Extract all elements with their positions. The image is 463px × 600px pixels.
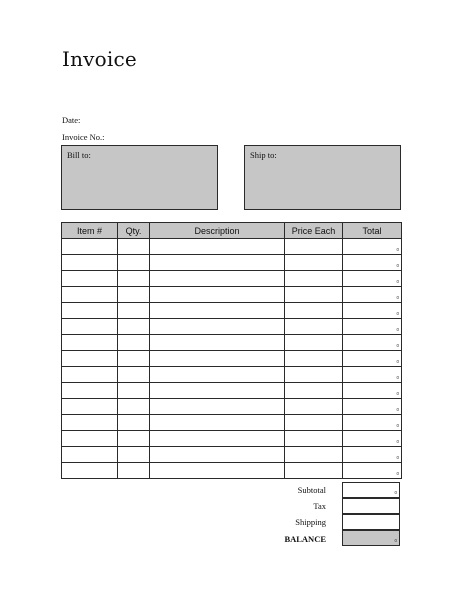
- price-each-cell[interactable]: [285, 303, 343, 319]
- table-row: [62, 319, 402, 335]
- items-table: [61, 222, 402, 479]
- item-number-cell[interactable]: [62, 447, 118, 463]
- price-each-cell[interactable]: [285, 319, 343, 335]
- table-row: [62, 399, 402, 415]
- table-row: [62, 239, 402, 255]
- quantity-cell[interactable]: [118, 335, 150, 351]
- item-number-cell[interactable]: [62, 319, 118, 335]
- item-number-cell[interactable]: [62, 415, 118, 431]
- table-row: [62, 335, 402, 351]
- price-each-cell[interactable]: [285, 415, 343, 431]
- item-number-cell[interactable]: [62, 463, 118, 479]
- description-cell[interactable]: [150, 447, 285, 463]
- total-cell[interactable]: 0: [343, 319, 402, 335]
- description-cell[interactable]: [150, 383, 285, 399]
- ship-to-box[interactable]: [244, 145, 401, 210]
- table-row: [62, 383, 402, 399]
- header-item-number: Item #: [62, 223, 118, 239]
- description-cell[interactable]: [150, 271, 285, 287]
- total-cell[interactable]: 0: [343, 335, 402, 351]
- quantity-cell[interactable]: [118, 463, 150, 479]
- item-number-cell[interactable]: [62, 255, 118, 271]
- item-number-cell[interactable]: [62, 399, 118, 415]
- balance-value[interactable]: 0: [342, 530, 400, 546]
- quantity-cell[interactable]: [118, 447, 150, 463]
- item-number-cell[interactable]: [62, 383, 118, 399]
- price-each-cell[interactable]: [285, 255, 343, 271]
- price-each-cell[interactable]: [285, 239, 343, 255]
- quantity-cell[interactable]: [118, 383, 150, 399]
- ship-to-label: Ship to:: [250, 150, 277, 160]
- description-cell[interactable]: [150, 287, 285, 303]
- total-cell[interactable]: 0: [343, 271, 402, 287]
- balance-label: BALANCE: [284, 534, 326, 544]
- price-each-cell[interactable]: [285, 367, 343, 383]
- subtotal-value[interactable]: 0: [342, 482, 400, 498]
- table-row: [62, 303, 402, 319]
- price-each-cell[interactable]: [285, 271, 343, 287]
- invoice-title: Invoice: [62, 47, 137, 71]
- item-number-cell[interactable]: [62, 367, 118, 383]
- item-number-cell[interactable]: [62, 303, 118, 319]
- table-row: [62, 463, 402, 479]
- tax-label: Tax: [313, 501, 326, 511]
- bill-to-label: Bill to:: [67, 150, 91, 160]
- total-cell[interactable]: 0: [343, 255, 402, 271]
- total-cell[interactable]: 0: [343, 239, 402, 255]
- header-quantity: Qty.: [118, 223, 150, 239]
- price-each-cell[interactable]: [285, 463, 343, 479]
- table-row: [62, 271, 402, 287]
- items-body: [62, 239, 402, 479]
- quantity-cell[interactable]: [118, 255, 150, 271]
- total-cell[interactable]: 0: [343, 287, 402, 303]
- item-number-cell[interactable]: [62, 335, 118, 351]
- description-cell[interactable]: [150, 319, 285, 335]
- price-each-cell[interactable]: [285, 431, 343, 447]
- header-description: Description: [150, 223, 285, 239]
- description-cell[interactable]: [150, 239, 285, 255]
- total-cell[interactable]: 0: [343, 463, 402, 479]
- total-cell[interactable]: 0: [343, 415, 402, 431]
- quantity-cell[interactable]: [118, 415, 150, 431]
- total-cell[interactable]: 0: [343, 383, 402, 399]
- total-cell[interactable]: 0: [343, 399, 402, 415]
- table-row: [62, 447, 402, 463]
- table-row: [62, 351, 402, 367]
- items-header-row: [62, 223, 402, 239]
- price-each-cell[interactable]: [285, 383, 343, 399]
- item-number-cell[interactable]: [62, 287, 118, 303]
- table-row: [62, 255, 402, 271]
- invoice-number-label: Invoice No.:: [62, 132, 105, 142]
- description-cell[interactable]: [150, 351, 285, 367]
- total-cell[interactable]: 0: [343, 303, 402, 319]
- description-cell[interactable]: [150, 303, 285, 319]
- description-cell[interactable]: [150, 255, 285, 271]
- price-each-cell[interactable]: [285, 447, 343, 463]
- description-cell[interactable]: [150, 367, 285, 383]
- shipping-value[interactable]: [342, 514, 400, 530]
- price-each-cell[interactable]: [285, 399, 343, 415]
- table-row: [62, 431, 402, 447]
- price-each-cell[interactable]: [285, 351, 343, 367]
- item-number-cell[interactable]: [62, 239, 118, 255]
- item-number-cell[interactable]: [62, 431, 118, 447]
- price-each-cell[interactable]: [285, 287, 343, 303]
- total-cell[interactable]: 0: [343, 431, 402, 447]
- quantity-cell[interactable]: [118, 271, 150, 287]
- tax-value[interactable]: [342, 498, 400, 514]
- description-cell[interactable]: [150, 399, 285, 415]
- table-row: [62, 415, 402, 431]
- description-cell[interactable]: [150, 463, 285, 479]
- price-each-cell[interactable]: [285, 335, 343, 351]
- date-label: Date:: [62, 115, 81, 125]
- subtotal-label: Subtotal: [297, 485, 326, 495]
- item-number-cell[interactable]: [62, 351, 118, 367]
- quantity-cell[interactable]: [118, 239, 150, 255]
- quantity-cell[interactable]: [118, 319, 150, 335]
- total-cell[interactable]: 0: [343, 447, 402, 463]
- item-number-cell[interactable]: [62, 271, 118, 287]
- quantity-cell[interactable]: [118, 351, 150, 367]
- quantity-cell[interactable]: [118, 399, 150, 415]
- description-cell[interactable]: [150, 431, 285, 447]
- total-cell[interactable]: 0: [343, 367, 402, 383]
- total-cell[interactable]: 0: [343, 351, 402, 367]
- quantity-cell[interactable]: [118, 303, 150, 319]
- bill-to-box[interactable]: [61, 145, 218, 210]
- quantity-cell[interactable]: [118, 431, 150, 447]
- description-cell[interactable]: [150, 335, 285, 351]
- header-price-each: Price Each: [285, 223, 343, 239]
- shipping-label: Shipping: [295, 517, 326, 527]
- quantity-cell[interactable]: [118, 367, 150, 383]
- header-total: Total: [343, 223, 402, 239]
- description-cell[interactable]: [150, 415, 285, 431]
- table-row: [62, 367, 402, 383]
- table-row: [62, 287, 402, 303]
- quantity-cell[interactable]: [118, 287, 150, 303]
